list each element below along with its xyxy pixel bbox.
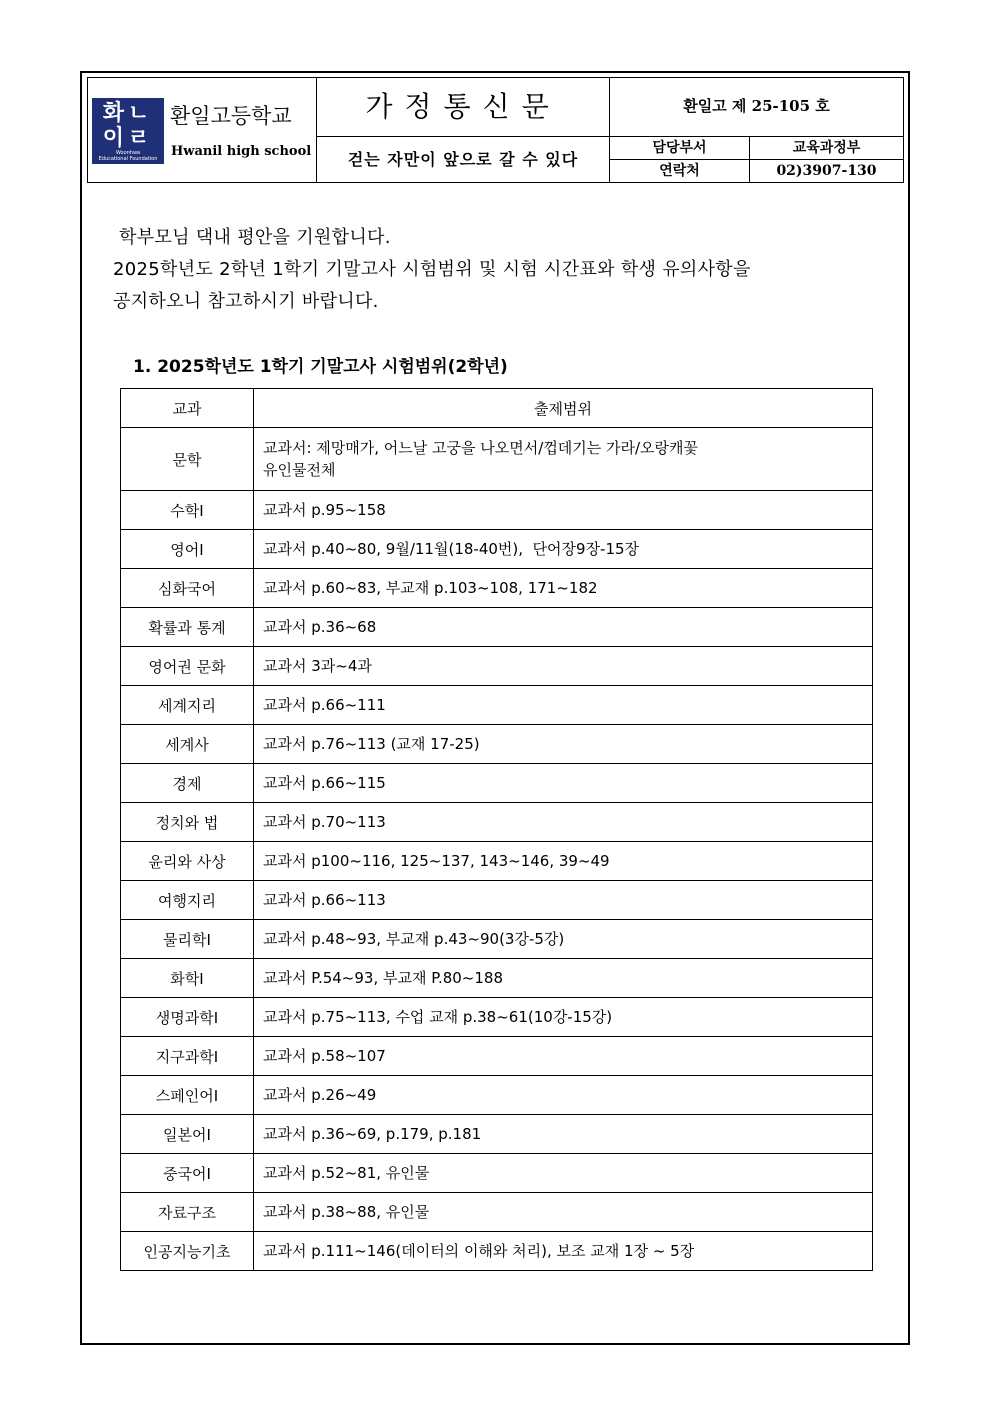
column-header-subject: 교과 (121, 389, 254, 428)
subject-cell: 중국어Ⅰ (121, 1154, 254, 1193)
scope-cell (254, 1193, 873, 1232)
scope-text: 유인물전체 (263, 461, 336, 479)
scope-text: 교과서 p.36~69, p.179, p.181 (263, 1125, 482, 1143)
intro-line: 공지하오니 참고하시기 바랍니다. (113, 291, 379, 312)
scope-text: 교과서 p.75~113, 수업 교재 p.38~61(10강-15강) (263, 1008, 613, 1026)
scope-text: 교과서 p.66~113 (263, 891, 386, 909)
subject-cell: 확률과 통계 (121, 608, 254, 647)
scope-cell (254, 998, 873, 1037)
table-row (121, 491, 873, 530)
scope-text: 교과서 3과~4과 (263, 657, 372, 675)
column-header-scope: 출제범위 (254, 389, 873, 428)
scope-text: 교과서 P.54~93, 부교재 P.80~188 (263, 969, 503, 987)
logo-text: 화ㄴ 이ㄹ (102, 101, 154, 151)
subject-cell: 여행지리 (121, 881, 254, 920)
intro-line: 학부모님 댁내 평안을 기원합니다. (113, 227, 391, 248)
contact-label: 연락처 (610, 160, 750, 182)
table-row (121, 686, 873, 725)
table-row (121, 842, 873, 881)
subject-cell: 화학Ⅰ (121, 959, 254, 998)
table-row (121, 1076, 873, 1115)
document-title: 가정통신문 (317, 78, 610, 137)
subject-cell: 영어Ⅰ (121, 530, 254, 569)
table-row (121, 959, 873, 998)
scope-cell (254, 491, 873, 530)
subject-cell: 영어권 문화 (121, 647, 254, 686)
scope-cell (254, 1154, 873, 1193)
subject-cell: 문학 (121, 428, 254, 491)
logo-foundation-text: Woonhwa Educational Foundation (98, 150, 158, 162)
subject-cell: 자료구조 (121, 1193, 254, 1232)
scope-cell (254, 959, 873, 998)
department-label: 담당부서 (610, 137, 750, 160)
table-row (121, 428, 873, 491)
scope-cell (254, 725, 873, 764)
department-value: 교육과정부 (750, 137, 903, 160)
table-row (121, 920, 873, 959)
scope-cell (254, 881, 873, 920)
scope-text: 교과서 p.76~113 (교재 17-25) (263, 735, 480, 753)
scope-cell (254, 1232, 873, 1271)
scope-text: 교과서 p.66~115 (263, 774, 386, 792)
school-name-korean: 환일고등학교 (170, 104, 292, 128)
table-row (121, 881, 873, 920)
subject-cell: 윤리와 사상 (121, 842, 254, 881)
table-row (121, 647, 873, 686)
scope-text: 교과서 p.40~80, 9월/11월(18-40번), 단어장9장-15장 (263, 540, 640, 558)
subject-cell: 일본어Ⅰ (121, 1115, 254, 1154)
scope-cell (254, 608, 873, 647)
scope-text: 교과서 p100~116, 125~137, 143~146, 39~49 (263, 852, 610, 870)
scope-cell (254, 428, 873, 491)
scope-cell (254, 1115, 873, 1154)
table-row (121, 1154, 873, 1193)
table-row (121, 608, 873, 647)
table-row (121, 1232, 873, 1271)
scope-text: 교과서 p.70~113 (263, 813, 386, 831)
scope-text: 교과서: 제망매가, 어느날 고궁을 나오면서/껍데기는 가라/오랑캐꽃 (263, 439, 699, 457)
scope-text: 교과서 p.52~81, 유인물 (263, 1164, 430, 1182)
scope-text: 교과서 p.60~83, 부교재 p.103~108, 171~182 (263, 579, 598, 597)
scope-text: 교과서 p.111~146(데이터의 이해와 처리), 보조 교재 1장 ~ 5장 (263, 1242, 695, 1260)
scope-text: 교과서 p.26~49 (263, 1086, 377, 1104)
school-logo-icon (92, 98, 164, 164)
subject-cell: 물리학Ⅰ (121, 920, 254, 959)
scope-cell (254, 1037, 873, 1076)
scope-cell (254, 803, 873, 842)
subject-cell: 수학Ⅰ (121, 491, 254, 530)
intro-line: 2025학년도 2학년 1학기 기말고사 시험범위 및 시험 시간표와 학생 유의사항을 (113, 259, 751, 280)
subject-cell: 세계지리 (121, 686, 254, 725)
table-row (121, 725, 873, 764)
subject-cell: 세계사 (121, 725, 254, 764)
scope-cell (254, 842, 873, 881)
subject-cell: 인공지능기초 (121, 1232, 254, 1271)
scope-text: 교과서 p.38~88, 유인물 (263, 1203, 430, 1221)
table-row (121, 530, 873, 569)
school-motto: 걷는 자만이 앞으로 갈 수 있다 (317, 137, 610, 182)
table-row (121, 1193, 873, 1232)
table-row (121, 1115, 873, 1154)
exam-range-rows (121, 428, 873, 1271)
school-logo-cell (88, 78, 317, 182)
scope-text: 교과서 p.95~158 (263, 501, 386, 519)
intro-paragraph (113, 222, 893, 318)
scope-cell (254, 920, 873, 959)
table-row (121, 1037, 873, 1076)
scope-cell (254, 686, 873, 725)
issue-number: 환일고 제 25-105 호 (610, 78, 903, 137)
section-title: 1. 2025학년도 1학기 기말고사 시험범위(2학년) (133, 357, 508, 377)
subject-cell: 정치와 법 (121, 803, 254, 842)
subject-cell: 경제 (121, 764, 254, 803)
subject-cell: 심화국어 (121, 569, 254, 608)
scope-cell (254, 530, 873, 569)
letter-header (87, 77, 904, 183)
subject-cell: 생명과학Ⅰ (121, 998, 254, 1037)
scope-cell (254, 1076, 873, 1115)
table-row (121, 998, 873, 1037)
table-row (121, 569, 873, 608)
school-name-english: Hwanil high school (171, 144, 312, 159)
scope-cell (254, 647, 873, 686)
table-row (121, 764, 873, 803)
table-row (121, 803, 873, 842)
scope-cell (254, 764, 873, 803)
scope-text: 교과서 p.58~107 (263, 1047, 386, 1065)
scope-cell (254, 569, 873, 608)
scope-text: 교과서 p.48~93, 부교재 p.43~90(3강-5강) (263, 930, 565, 948)
scope-text: 교과서 p.66~111 (263, 696, 386, 714)
subject-cell: 지구과학Ⅰ (121, 1037, 254, 1076)
subject-cell: 스페인어Ⅰ (121, 1076, 254, 1115)
exam-range-table (120, 388, 873, 1271)
contact-value: 02)3907-130 (776, 163, 877, 179)
scope-text: 교과서 p.36~68 (263, 618, 377, 636)
